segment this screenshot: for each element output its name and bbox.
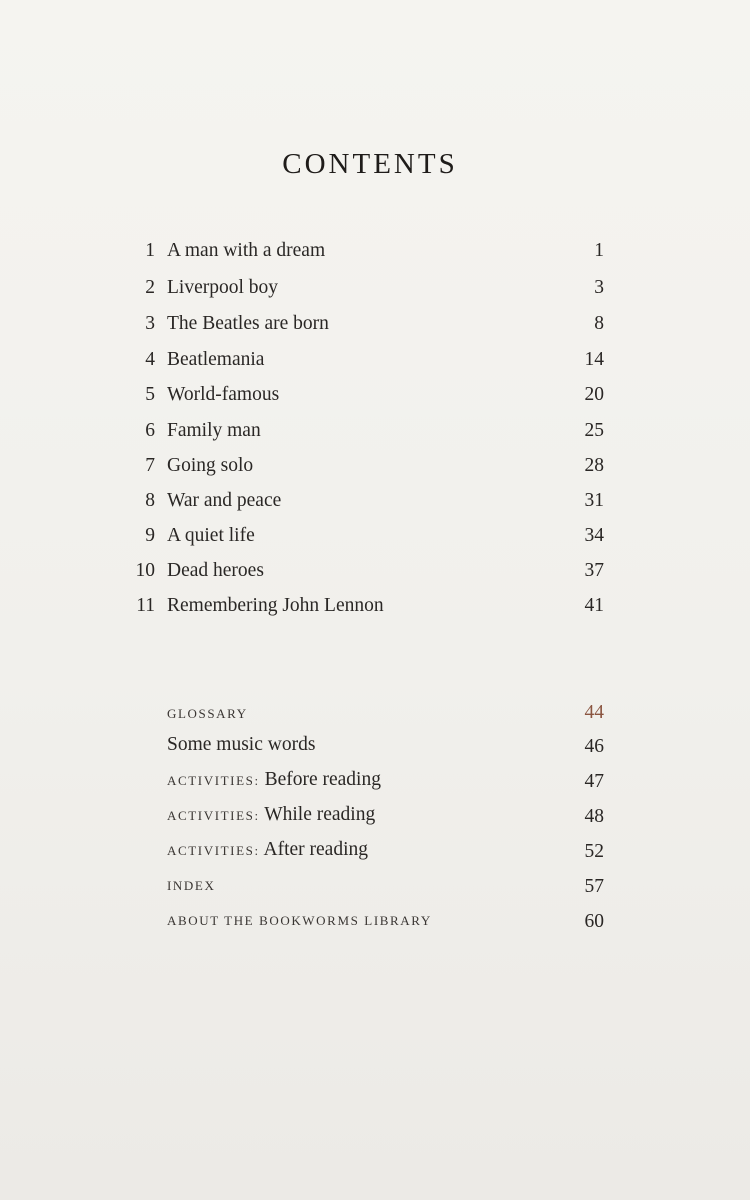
toc-entry-chapter-2[interactable] — [0, 277, 750, 307]
chapter-number: 11 — [136, 595, 155, 616]
chapter-title: Remembering John Lennon — [167, 595, 384, 616]
about-label: ABOUT THE BOOKWORMS LIBRARY — [167, 913, 432, 928]
chapter-title: World-famous — [167, 384, 280, 405]
glossary-label: GLOSSARY — [167, 706, 248, 721]
page-number: 57 — [584, 876, 604, 897]
toc-entry-chapter-10[interactable] — [0, 560, 750, 590]
page-title: CONTENTS — [282, 148, 458, 180]
toc-entry-chapter-5[interactable] — [0, 384, 750, 414]
chapter-title: War and peace — [167, 490, 282, 511]
chapter-number: 10 — [135, 560, 155, 581]
toc-entry-chapter-3[interactable] — [0, 313, 750, 343]
page-number: 31 — [584, 490, 604, 511]
page-number: 48 — [584, 806, 604, 827]
toc-entry-chapter-7[interactable] — [0, 455, 750, 485]
index-label: INDEX — [167, 878, 216, 893]
chapter-number: 7 — [145, 455, 155, 476]
activities-title: Before reading — [264, 769, 381, 790]
chapter-title: Dead heroes — [167, 560, 264, 581]
page-number: 25 — [584, 420, 604, 441]
toc-entry-music-words[interactable] — [0, 734, 750, 764]
toc-entry-about[interactable] — [0, 909, 750, 939]
chapter-title: A quiet life — [167, 525, 255, 546]
toc-entry-while-reading[interactable] — [0, 804, 750, 834]
page-number: 60 — [584, 911, 604, 932]
chapter-title: The Beatles are born — [167, 313, 329, 334]
activities-prefix: ACTIVITIES: — [167, 773, 260, 788]
chapter-number: 6 — [145, 420, 155, 441]
page-number: 28 — [584, 455, 604, 476]
chapter-number: 3 — [145, 313, 155, 334]
activities-prefix: ACTIVITIES: — [167, 843, 260, 858]
page-number: 44 — [584, 702, 604, 723]
toc-entry-after-reading[interactable] — [0, 839, 750, 869]
toc-entry-glossary[interactable] — [0, 702, 750, 732]
activities-title: After reading — [263, 839, 369, 860]
page-number: 46 — [584, 736, 604, 757]
toc-entry-chapter-11[interactable] — [0, 595, 750, 625]
activities-label — [167, 769, 381, 791]
toc-entry-chapter-6[interactable] — [0, 420, 750, 450]
chapter-title: Going solo — [167, 455, 254, 476]
chapter-number: 9 — [145, 525, 155, 546]
page-number: 14 — [584, 349, 604, 370]
chapter-number: 8 — [145, 490, 155, 511]
activities-prefix: ACTIVITIES: — [167, 808, 260, 823]
toc-entry-chapter-9[interactable] — [0, 525, 750, 555]
page-number: 37 — [584, 560, 604, 581]
chapter-title: Family man — [167, 420, 261, 441]
activities-label — [167, 804, 375, 826]
page-number: 52 — [584, 841, 604, 862]
chapter-title: Liverpool boy — [167, 277, 279, 298]
chapter-number: 4 — [145, 349, 155, 370]
chapter-title: A man with a dream — [167, 240, 326, 261]
toc-entry-before-reading[interactable] — [0, 769, 750, 799]
page-number: 34 — [584, 525, 604, 546]
chapter-number: 1 — [145, 240, 155, 261]
activities-title: While reading — [264, 804, 376, 825]
music-words-label: Some music words — [167, 734, 316, 755]
chapter-number: 5 — [145, 384, 155, 405]
toc-entry-index[interactable] — [0, 874, 750, 904]
toc-entry-chapter-8[interactable] — [0, 490, 750, 520]
page-number: 41 — [584, 595, 604, 616]
page-number: 1 — [594, 240, 604, 261]
chapter-number: 2 — [145, 277, 155, 298]
page-number: 3 — [594, 277, 604, 298]
chapter-title: Beatlemania — [167, 349, 265, 370]
toc-entry-chapter-4[interactable] — [0, 349, 750, 379]
page-number: 8 — [594, 313, 604, 334]
activities-label — [167, 839, 368, 861]
page-number: 20 — [584, 384, 604, 405]
page-number: 47 — [584, 771, 604, 792]
toc-entry-chapter-1[interactable] — [0, 240, 750, 270]
